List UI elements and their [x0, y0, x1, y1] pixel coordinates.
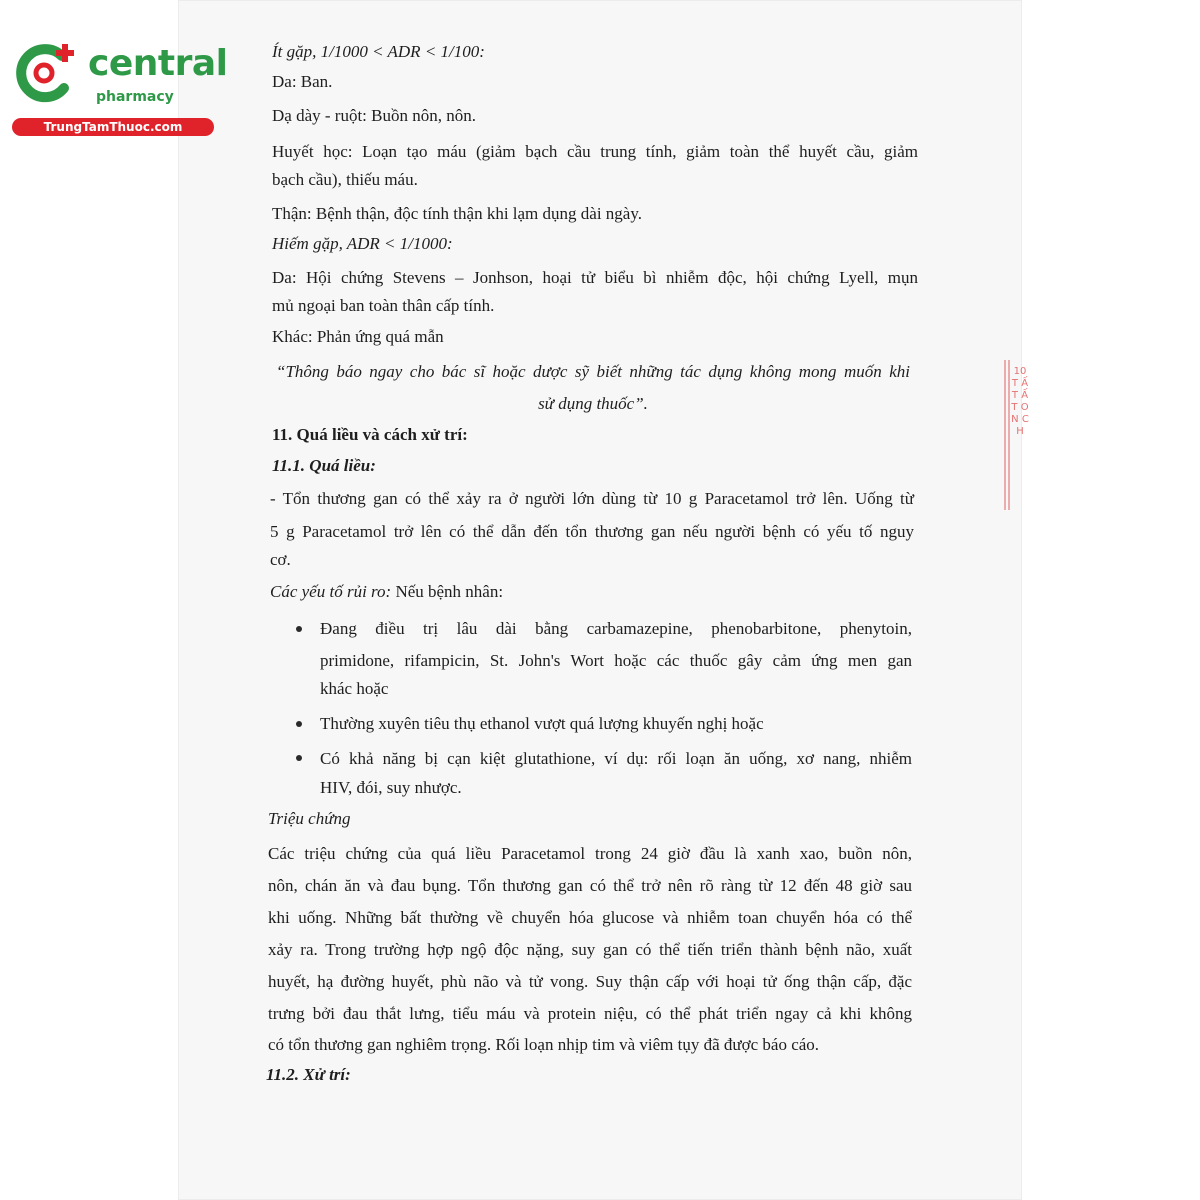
doc-line-4: Huyết học: Loạn tạo máu (giảm bạch cầu trung tính, giảm toàn thể huyết cầu, giảm: [272, 142, 918, 161]
central-pharmacy-logo[interactable]: [8, 38, 228, 138]
section-heading-11: 11. Quá liều và cách xử trí:: [272, 425, 468, 444]
logo-brand-name: central: [88, 43, 228, 84]
doc-line-1: Ít gặp, 1/1000 < ADR < 1/100:: [272, 42, 485, 61]
risk-factors-label: Các yếu tố rủi ro:: [270, 582, 392, 601]
bullet-1-marker: [296, 626, 302, 632]
doc-line-12: sử dụng thuốc”.: [538, 394, 648, 413]
bullet-1-line-1: Đang điều trị lâu dài bằng carbamazepine, phenobarbitone, phenytoin,: [320, 619, 912, 638]
symptoms-line-4: xảy ra. Trong trường hợp ngộ độc nặng, suy gan có thể tiến triển thành bệnh não, xuất: [268, 940, 912, 959]
symptoms-line-6: trưng bởi đau thắt lưng, tiểu máu và protein niệu, có thể phát triển ngay cả khi không: [268, 1004, 912, 1023]
symptoms-line-3: khi uống. Những bất thường về chuyển hóa glucose và nhiễm toan chuyển hóa có thể: [268, 908, 912, 927]
bullet-1-line-3: khác hoặc: [320, 679, 389, 698]
central-pharmacy-logo-icon: [10, 38, 82, 110]
doc-line-7: Hiếm gặp, ADR < 1/1000:: [272, 234, 453, 253]
symptoms-line-1: Các triệu chứng của quá liều Paracetamol trong 24 giờ đầu là xanh xao, buồn nôn,: [268, 844, 912, 863]
doc-line-10: Khác: Phản ứng quá mẫn: [272, 327, 444, 346]
doc-line-2: Da: Ban.: [272, 72, 333, 91]
doc-line-9: mủ ngoại ban toàn thân cấp tính.: [272, 296, 495, 315]
doc-line-11: “Thông báo ngay cho bác sĩ hoặc dược sỹ biết những tác dụng không mong muốn khi: [276, 362, 910, 381]
logo-website: TrungTamThuoc.com: [12, 118, 214, 136]
doc-line-17: cơ.: [270, 550, 291, 569]
risk-factors-line: [270, 581, 503, 603]
bullet-2-marker: [296, 721, 302, 727]
logo-subtitle: pharmacy: [96, 89, 174, 105]
doc-line-3: Dạ dày - ruột: Buồn nôn, nôn.: [272, 106, 476, 125]
bullet-1-line-2: primidone, rifampicin, St. John's Wort hoặc các thuốc gây cảm ứng men gan: [320, 651, 912, 670]
subsection-heading-11-2: 11.2. Xử trí:: [266, 1065, 351, 1084]
symptoms-heading: Triệu chứng: [268, 809, 351, 828]
doc-line-6: Thận: Bệnh thận, độc tính thận khi lạm dụng dài ngày.: [272, 204, 642, 223]
stamp-text: 10 T ẤT ẤT ON CH: [1011, 366, 1029, 437]
symptoms-line-7: có tổn thương gan nghiêm trọng. Rối loạn nhịp tim và viêm tụy đã được báo cáo.: [268, 1035, 820, 1054]
bullet-3-line-1: Có khả năng bị cạn kiệt glutathione, ví dụ: rối loạn ăn uống, xơ nang, nhiễm: [320, 749, 912, 768]
doc-line-15: - Tổn thương gan có thể xảy ra ở người lớn dùng từ 10 g Paracetamol trở lên. Uống từ: [270, 489, 914, 508]
bullet-3-line-2: HIV, đói, suy nhược.: [320, 778, 462, 797]
doc-line-8: Da: Hội chứng Stevens – Jonhson, hoại tử biểu bì nhiễm độc, hội chứng Lyell, mụn: [272, 268, 918, 287]
subsection-heading-11-1: 11.1. Quá liều:: [272, 456, 376, 475]
symptoms-line-2: nôn, chán ăn và đau bụng. Tổn thương gan có thể trở nên rõ ràng từ 12 đến 48 giờ sau: [268, 876, 912, 895]
symptoms-line-5: huyết, hạ đường huyết, phù não và tử vong. Suy thận cấp với hoại tử ống thận cấp, đặc: [268, 972, 912, 991]
bullet-2-line-1: Thường xuyên tiêu thụ ethanol vượt quá lượng khuyến nghị hoặc: [320, 714, 764, 733]
stamp-border-line: [1004, 360, 1006, 510]
bullet-3-marker: [296, 755, 302, 761]
doc-line-5: bạch cầu), thiếu máu.: [272, 170, 418, 189]
doc-line-16: 5 g Paracetamol trở lên có thể dẫn đến tổn thương gan nếu người bệnh có yếu tố nguy: [270, 522, 914, 541]
red-stamp-fragment: [1004, 360, 1032, 510]
risk-factors-text: Nếu bệnh nhân:: [391, 582, 504, 601]
